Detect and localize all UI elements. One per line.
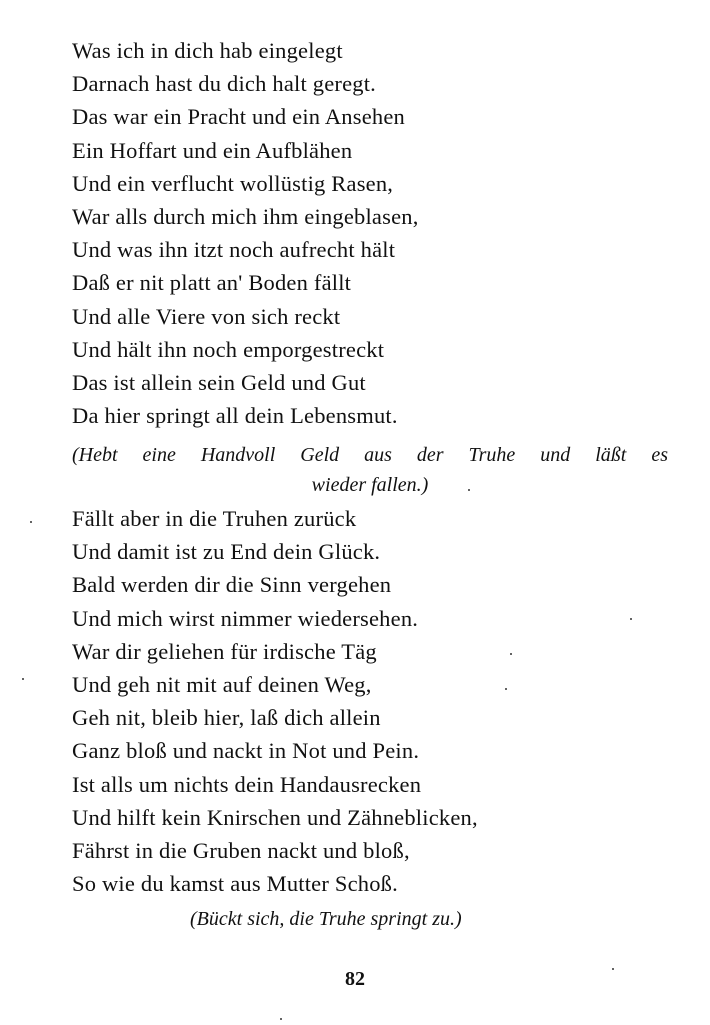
scan-speck: [30, 521, 32, 523]
verse-line: Und hält ihn noch emporgestreckt: [72, 336, 385, 362]
verse-line: Und ein verflucht wollüstig Rasen,: [72, 170, 394, 196]
verse-line: Geh nit, bleib hier, laß dich allein: [72, 705, 381, 731]
verse-line: Ein Hoffart und ein Aufblähen: [72, 137, 353, 163]
verse-line: Und geh nit mit auf deinen Weg,: [72, 671, 372, 697]
stage-direction-2: (Bückt sich, die Truhe springt zu.): [190, 908, 462, 930]
verse-line: War alls durch mich ihm eingeblasen,: [72, 203, 419, 229]
verse-line: Ganz bloß und nackt in Not und Pein.: [72, 738, 420, 764]
page-number: 82: [345, 968, 365, 990]
stage-direction-line: wieder fallen.): [311, 474, 429, 496]
stage-direction-line: (Hebt eine Handvoll Geld aus der Truhe und läßt es: [72, 444, 668, 466]
scan-speck: [468, 489, 470, 491]
verse-line: Und mich wirst nimmer wiedersehen.: [72, 605, 419, 631]
verse-line: Und alle Viere von sich reckt: [72, 303, 341, 329]
verse-line: Und hilft kein Knirschen und Zähneblicken,: [72, 804, 478, 830]
verse-line: Das ist allein sein Geld und Gut: [72, 369, 366, 395]
scan-speck: [612, 968, 614, 970]
verse-line: Was ich in dich hab eingelegt: [72, 38, 343, 63]
verse-line: Und damit ist zu End dein Glück.: [72, 539, 381, 565]
verse-line: War dir geliehen für irdische Täg: [72, 638, 377, 664]
verse-line: Fährst in die Gruben nackt und bloß,: [72, 837, 410, 863]
verse-line: Das war ein Pracht und ein Ansehen: [72, 104, 405, 130]
verse-line: Und was ihn itzt noch aufrecht hält: [72, 237, 396, 263]
verse-block-2: [72, 502, 478, 900]
scan-speck: [280, 1018, 282, 1020]
scan-speck: [630, 618, 632, 620]
verse-line: So wie du kamst aus Mutter Schoß.: [72, 871, 398, 897]
verse-line: Darnach hast du dich halt geregt.: [72, 71, 376, 97]
scan-speck: [22, 678, 24, 680]
scan-speck: [510, 653, 512, 655]
scan-speck: [505, 688, 507, 690]
stage-direction-1: [72, 440, 668, 500]
verse-line: Ist alls um nichts dein Handausrecken: [72, 771, 422, 797]
verse-line: Bald werden dir die Sinn vergehen: [72, 572, 392, 598]
verse-line: Daß er nit platt an' Boden fällt: [72, 270, 352, 296]
verse-line: Fällt aber in die Truhen zurück: [72, 506, 357, 531]
verse-block-1: [72, 34, 419, 432]
verse-line: Da hier springt all dein Lebensmut.: [72, 403, 398, 429]
